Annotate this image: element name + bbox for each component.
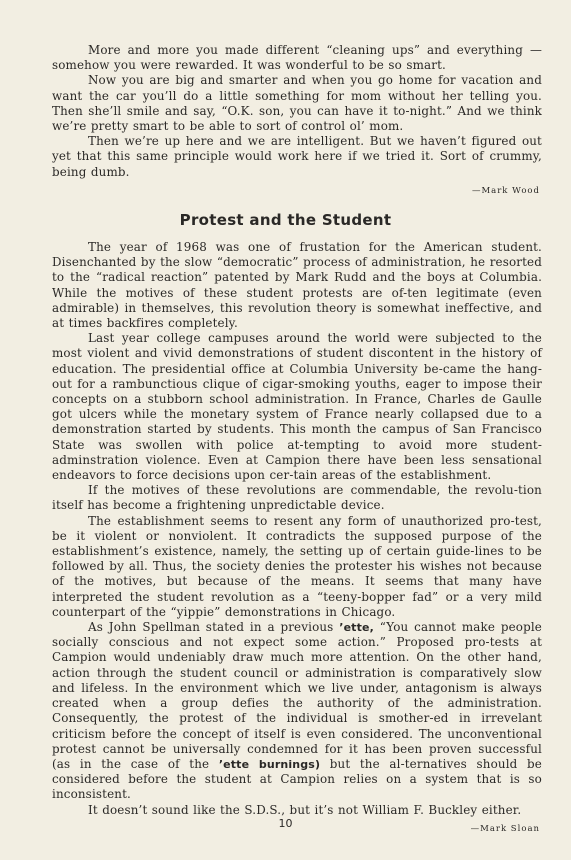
paragraph: The establishment seems to resent any form of unauthorized pro-test, be it violent or nonviolent. It contradicts the supposed purpose of the establishment’s existence, namely, the setting up of certain guide-lines to be followed by all. Thus, the society denies the protester his wishes not because of the motives, but because of the means. It seems that many have interpreted the student revolution as a “teeny-bopper fad” or a very mild counterpart of the “yippie” demonstrations in Chicago. <box>52 513 542 619</box>
publication-name: ’ette, <box>339 621 374 635</box>
main-article <box>52 240 542 834</box>
author-signature: —Mark Sloan <box>470 823 540 834</box>
text-run: “You cannot make people socially conscious and not expect some action.” Proposed pro-tests at Campion would undeniably draw much more attention. On the other hand, action through the student council or administration is comparatively slow and lifeless. In the environment which we live under, antagonism is always created when a group defies the authority of the administration. Consequently, the protest of the individual is smother-ed in irrevelant criticism before the concept of itself is even considered. The unconventional protest cannot be universally condemned for it has been proven successful (as in the case of the <box>52 620 542 771</box>
page-number: 10 <box>278 817 293 830</box>
paragraph: Then we’re up here and we are intelligent. But we haven’t figured out yet that this same principle would work here if we tried it. Sort of crummy, being dumb. <box>52 134 542 179</box>
paragraph: Now you are big and smarter and when you go home for vacation and want the car you’ll do a little something for mom without her telling you. Then she’ll smile and say, “O.K. son, you can have it to-night.” And we think we’re pretty smart to be able to sort of control ol’ mom. <box>52 73 542 134</box>
text-run: As John Spellman stated in a previous <box>88 620 340 635</box>
paragraph <box>52 620 542 802</box>
paragraph: The year of 1968 was one of frustation for the American student. Disenchanted by the slow “democratic” process of administration, he resorted to the “radical reaction” patented by Mark Rudd and the boys at Columbia. While the motives of these student protests are of-ten legitimate (even admirable) in themselves, this revolution theory is somewhat ineffective, and at times backfires completely. <box>52 240 542 331</box>
paragraph: More and more you made different “cleaning ups” and everything —somehow you were rewarded. It was wonderful to be so smart. <box>52 43 542 73</box>
paragraph: If the motives of these revolutions are commendable, the revolu-tion itself has become a frightening unpredictable device. <box>52 483 542 513</box>
text-run: but the al-ternatives should be considered before the student at Campion relies on a system that is so inconsistent. <box>52 756 542 802</box>
paragraph: Last year college campuses around the world were subjected to the most violent and vivid demonstrations of student discontent in the history of education. The presidential office at Columbia University be-came the hang-out for a rambunctious clique of cigar-smoking youths, eager to impose their concepts on a stubborn school administration. In France, Charles de Gaulle got ulcers while the monetary system of France nearly collapsed due to a demonstration started by students. This month the campus of San Francisco State was swollen with police at-tempting to avoid more student-adminstration violence. Even at Campion there have been less sensational endeavors to force decisions upon cer-tain areas of the establishment. <box>52 331 542 483</box>
publication-name: ’ette burnings) <box>218 757 321 771</box>
article-title: Protest and the Student <box>179 211 392 229</box>
author-signature: —Mark Wood <box>471 185 540 196</box>
paragraph: It doesn’t sound like the S.D.S., but it’s not William F. Buckley either. <box>88 802 522 817</box>
top-article <box>52 43 542 196</box>
